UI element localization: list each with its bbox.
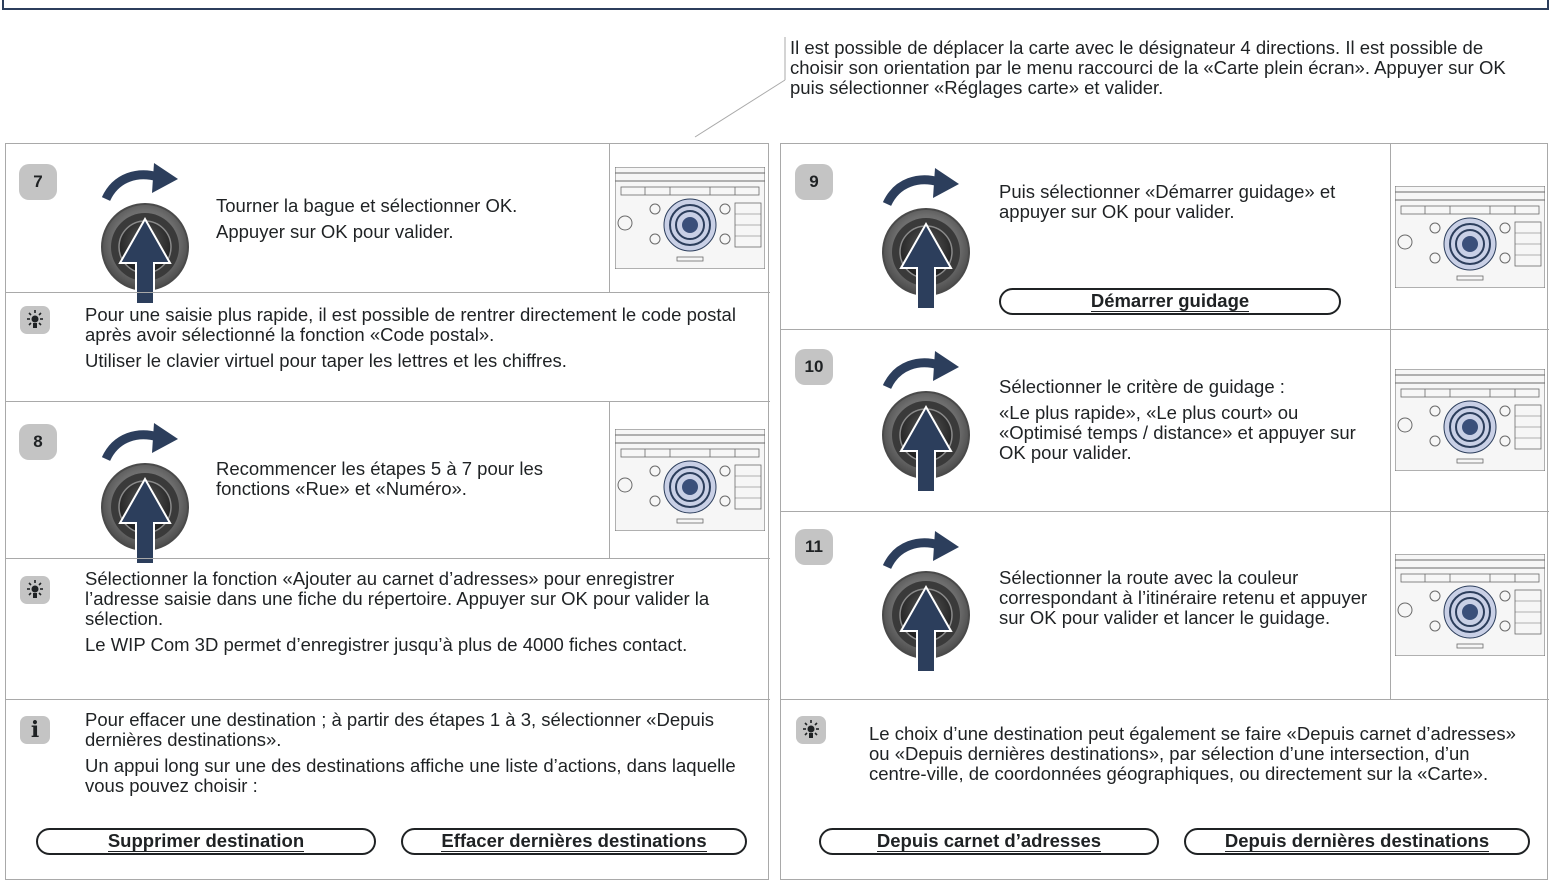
step-number: 8 (19, 424, 57, 460)
step-number: 10 (795, 349, 833, 385)
divider (6, 558, 770, 559)
knob-icon (869, 347, 984, 492)
step-text: Puis sélectionner «Démarrer guidage» et appuyer sur OK pour valider. (999, 181, 1336, 222)
knob-icon (869, 164, 984, 309)
divider (6, 699, 770, 700)
callout-text: Il est possible de déplacer la carte avec le désignateur 4 directions. Il est possible de choisir son orientation par le menu raccourci de la «Carte plein écran». Appuyer sur OK puis sélectionner «Réglages carte» et valider. (790, 37, 1506, 98)
step-text: Sélectionner la route avec la couleur correspondant à l’itinéraire retenu et appuyer sur OK pour valider et lancer le guidage. (999, 567, 1368, 628)
console-thumbnail (609, 401, 770, 558)
step-number: 7 (19, 164, 57, 200)
from-address-book-button[interactable]: Depuis carnet d’adresses (819, 828, 1159, 855)
bulb-icon (25, 580, 45, 600)
info-badge (20, 716, 50, 744)
console-icon (1395, 554, 1545, 656)
console-thumbnail (1390, 511, 1549, 699)
console-icon (1395, 186, 1545, 288)
knob-icon (88, 419, 203, 564)
step-number: 11 (795, 529, 833, 565)
callout-pointer (690, 35, 800, 140)
step-number: 9 (795, 164, 833, 200)
bulb-icon (25, 310, 45, 330)
tip-text: Sélectionner la fonction «Ajouter au carnet d’adresses» pour enregistrer l’adresse saisie dans une fiche du répertoire. Appuyer sur OK pour valider la sélection. Le WIP Com 3D permet d’enregistrer jusqu’à plus de 4000 fiches contact. (85, 568, 710, 655)
step-text: Tourner la bague et sélectionner OK. Appuyer sur OK pour valider. (216, 195, 518, 242)
step-text: Sélectionner le critère de guidage : «Le plus rapide», «Le plus court» ou «Optimisé temps / distance» et appuyer sur OK pour valider. (999, 376, 1356, 463)
info-icon: i (30, 717, 40, 743)
tip-badge (20, 576, 50, 604)
clear-recent-destinations-button[interactable]: Effacer dernières destinations (401, 828, 747, 855)
console-icon (1395, 369, 1545, 471)
delete-destination-button[interactable]: Supprimer destination (36, 828, 376, 855)
divider (781, 699, 1549, 700)
console-icon (615, 167, 765, 269)
console-icon (615, 429, 765, 531)
from-recent-destinations-button[interactable]: Depuis dernières destinations (1184, 828, 1530, 855)
divider (6, 292, 770, 293)
console-thumbnail (609, 144, 770, 292)
left-panel (5, 143, 769, 880)
tip-badge (796, 716, 826, 744)
step-text: Recommencer les étapes 5 à 7 pour les fonctions «Rue» et «Numéro». (216, 458, 544, 499)
start-guidance-button[interactable]: Démarrer guidage (999, 288, 1341, 315)
knob-icon (88, 159, 203, 304)
tip-text: Le choix d’une destination peut également se faire «Depuis carnet d’adresses» ou «Depuis dernières destinations», par sélection d’une intersection, d’un centre-ville, de coordonnées géographiques, ou directement sur la «Carte». (869, 723, 1516, 784)
top-frame (2, 0, 1549, 10)
console-thumbnail (1390, 144, 1549, 329)
right-panel (780, 143, 1548, 880)
knob-icon (869, 527, 984, 672)
tip-badge (20, 306, 50, 334)
bulb-icon (801, 720, 821, 740)
info-text: Pour effacer une destination ; à partir des étapes 1 à 3, sélectionner «Depuis dernières destinations». Un appui long sur une des destinations affiche une liste d’actions, dans laquelle vous pouvez choisir : (85, 709, 736, 796)
console-thumbnail (1390, 329, 1549, 511)
tip-text: Pour une saisie plus rapide, il est possible de rentrer directement le code postal après avoir sélectionné la fonction «Code postal». Utiliser le clavier virtuel pour taper les lettres et les chiffres. (85, 304, 736, 371)
